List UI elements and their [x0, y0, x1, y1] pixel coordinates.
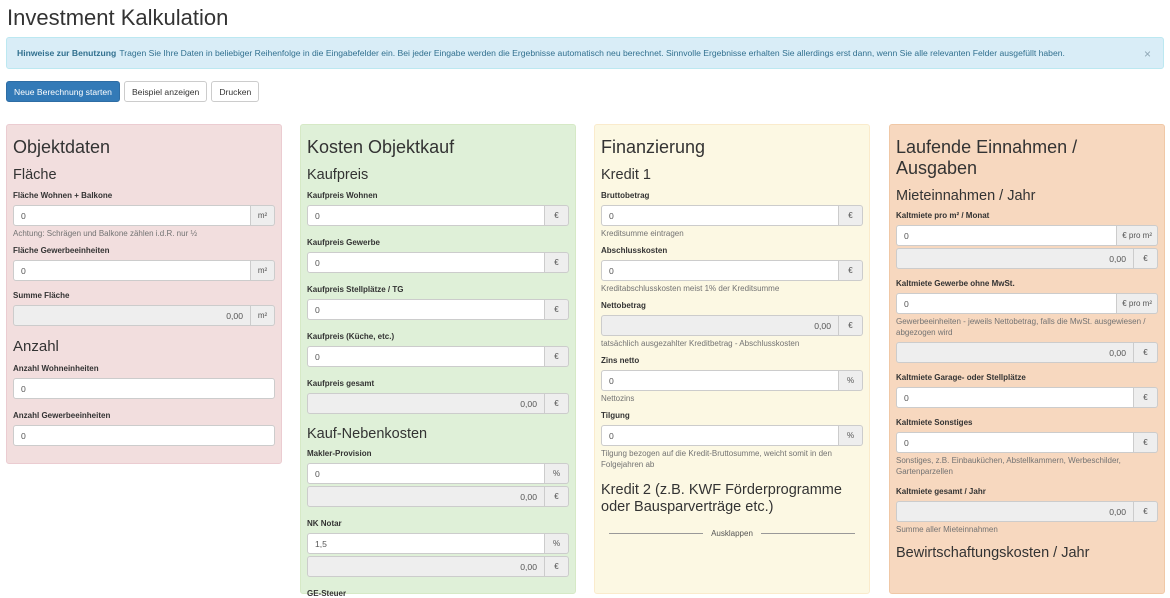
notar-label: NK Notar: [307, 519, 342, 528]
percent-addon: %: [545, 463, 569, 484]
netto-label: Nettobetrag: [601, 301, 646, 310]
panel-title: Kosten Objektkauf: [307, 137, 455, 157]
grest-label: GE-Steuer: [307, 589, 347, 598]
kw-label: Kaufpreis Wohnen: [307, 191, 378, 200]
help-text: Achtung: Schrägen und Balkone zählen i.d.R. nur ½: [13, 229, 198, 238]
section-anzahl: Anzahl: [13, 338, 59, 355]
percent-addon: %: [545, 533, 569, 554]
bruttobetrag-input[interactable]: [601, 205, 839, 226]
panel-title: Objektdaten: [13, 137, 111, 157]
section-kredit2: Kredit 2 (z.B. KWF Förderprogramme oder Bausparverträge etc.): [601, 482, 842, 515]
anzahl-gewerbeeinheiten-input[interactable]: [13, 425, 275, 446]
usage-hint-alert: [6, 37, 1164, 69]
panel-finanzierung: [594, 124, 870, 594]
unit-addon: m²: [251, 260, 275, 281]
euro-addon: €: [545, 393, 569, 414]
kk-label: Kaufpreis (Küche, etc.): [307, 332, 395, 341]
panel-objektdaten: [6, 124, 282, 464]
kga-label: Kaltmiete Garage- oder Stellplätze: [896, 373, 1026, 382]
panel-title: Finanzierung: [601, 137, 706, 157]
tilgung-label: Tilgung: [601, 411, 630, 420]
help-text: Summe aller Mieteinnahmen: [896, 525, 998, 534]
kaufpreis-gesamt-output: [307, 393, 545, 414]
nettobetrag-output: [601, 315, 839, 336]
unit-addon: € pro m²: [1117, 225, 1158, 246]
percent-addon: %: [839, 425, 863, 446]
euro-addon: €: [839, 205, 863, 226]
anzahl-wohneinheiten-input[interactable]: [13, 378, 275, 399]
help-text: Nettozins: [601, 394, 635, 403]
panel-laufende-einnahmen: [889, 124, 1165, 594]
unit-addon: € pro m²: [1117, 293, 1158, 314]
we-label: Anzahl Wohneinheiten: [13, 364, 99, 373]
euro-addon: €: [839, 315, 863, 336]
euro-addon: €: [545, 486, 569, 507]
unit-addon: m²: [251, 305, 275, 326]
zins-label: Zins netto: [601, 356, 640, 365]
kaltmiete-garage-input[interactable]: [896, 387, 1134, 408]
close-icon[interactable]: ×: [1143, 47, 1151, 61]
toolbar: [6, 81, 259, 102]
section-nebenkosten: Kauf-Nebenkosten: [307, 426, 428, 442]
section-bewirtschaftung: Bewirtschaftungskosten / Jahr: [896, 545, 1090, 561]
kg-label: Kaufpreis Gewerbe: [307, 238, 380, 247]
expand-label: Ausklappen: [711, 529, 753, 538]
abschluss-label: Abschlusskosten: [601, 246, 668, 255]
panel-kosten-objektkauf: [300, 124, 576, 598]
euro-addon: €: [545, 205, 569, 226]
kaltmiete-qm-summe-output: [896, 248, 1134, 269]
kges-label: Kaltmiete gesamt / Jahr: [896, 487, 986, 496]
euro-addon: €: [545, 346, 569, 367]
zins-netto-input[interactable]: [601, 370, 839, 391]
euro-addon: €: [1134, 248, 1158, 269]
euro-addon: €: [545, 556, 569, 577]
nk-notar-input[interactable]: [307, 533, 545, 554]
help-text: Tilgung bezogen auf die Kredit-Bruttosumme, weicht somit in den Folgejahren ab: [601, 449, 832, 469]
kso-label: Kaltmiete Sonstiges: [896, 418, 973, 427]
brutto-label: Bruttobetrag: [601, 191, 650, 200]
alert-text: Tragen Sie Ihre Daten in beliebiger Reihenfolge in die Eingabefelder ein. Bei jeder Eingabe werden die Ergebnisse automatisch neu berechnet. Sinnvolle Ergebnisse erhalten Sie allerdings erst dann, wenn Sie alle relevanten Felder ausgefüllt haben.: [119, 48, 1065, 58]
divider-line: [761, 533, 855, 534]
gewerbe-label: Fläche Gewerbeeinheiten: [13, 246, 110, 255]
kges-label: Kaufpreis gesamt: [307, 379, 375, 388]
makler-betrag-output: [307, 486, 545, 507]
kgw-label: Kaltmiete Gewerbe ohne MwSt.: [896, 279, 1015, 288]
euro-addon: €: [545, 299, 569, 320]
ks-label: Kaufpreis Stellplätze / TG: [307, 285, 404, 294]
tilgung-input[interactable]: [601, 425, 839, 446]
help-text: Kreditsumme eintragen: [601, 229, 684, 238]
unit-addon: m²: [251, 205, 275, 226]
euro-addon: €: [839, 260, 863, 281]
show-example-button[interactable]: Beispiel anzeigen: [124, 81, 207, 102]
notar-betrag-output: [307, 556, 545, 577]
section-kaufpreis: Kaufpreis: [307, 167, 369, 183]
kaufpreis-gewerbe-input[interactable]: [307, 252, 545, 273]
help-text: Kreditabschlusskosten meist 1% der Kreditsumme: [601, 284, 780, 293]
euro-addon: €: [545, 252, 569, 273]
new-calculation-button[interactable]: Neue Berechnung starten: [6, 81, 120, 102]
print-button[interactable]: Drucken: [211, 81, 259, 102]
divider-line: [609, 533, 703, 534]
euro-addon: €: [1134, 342, 1158, 363]
percent-addon: %: [839, 370, 863, 391]
section-mieteinnahmen: Mieteinnahmen / Jahr: [896, 188, 1036, 204]
kaufpreis-stellplaetze-input[interactable]: [307, 299, 545, 320]
kqm-label: Kaltmiete pro m² / Monat: [896, 211, 990, 220]
summe-flaeche-output: [13, 305, 251, 326]
kaufpreis-wohnen-input[interactable]: [307, 205, 545, 226]
flaeche-wohnen-input[interactable]: [13, 205, 251, 226]
ge-label: Anzahl Gewerbeeinheiten: [13, 411, 111, 420]
kaltmiete-gewerbe-summe-output: [896, 342, 1134, 363]
kaltmiete-gewerbe-input[interactable]: [896, 293, 1117, 314]
kaltmiete-gesamt-output: [896, 501, 1134, 522]
makler-label: Makler-Provision: [307, 449, 372, 458]
wohnen-label: Fläche Wohnen + Balkone: [13, 191, 113, 200]
section-kredit1: Kredit 1: [601, 167, 651, 183]
help-text: Sonstiges, z.B. Einbauküchen, Abstellkammern, Werbeschilder, Gartenparzellen: [896, 456, 1121, 476]
euro-addon: €: [1134, 387, 1158, 408]
summe-label: Summe Fläche: [13, 291, 70, 300]
kaufpreis-kueche-input[interactable]: [307, 346, 545, 367]
expand-toggle[interactable]: [601, 529, 863, 538]
section-flaeche: Fläche: [13, 167, 57, 183]
help-text: tatsächlich ausgezahlter Kreditbetrag - Abschlusskosten: [601, 339, 800, 348]
makler-provision-input[interactable]: [307, 463, 545, 484]
panel-title: Laufende Einnahmen / Ausgaben: [896, 137, 1078, 178]
help-text: Gewerbeeinheiten - jeweils Nettobetrag, falls die MwSt. ausgewiesen / abgezogen wird: [896, 317, 1146, 337]
page-title: Investment Kalkulation: [7, 5, 229, 30]
kaltmiete-pro-qm-input[interactable]: [896, 225, 1117, 246]
flaeche-gewerbe-input[interactable]: [13, 260, 251, 281]
euro-addon: €: [1134, 432, 1158, 453]
euro-addon: €: [1134, 501, 1158, 522]
alert-heading: Hinweise zur Benutzung: [17, 48, 117, 58]
kaltmiete-sonstiges-input[interactable]: [896, 432, 1134, 453]
abschlusskosten-input[interactable]: [601, 260, 839, 281]
